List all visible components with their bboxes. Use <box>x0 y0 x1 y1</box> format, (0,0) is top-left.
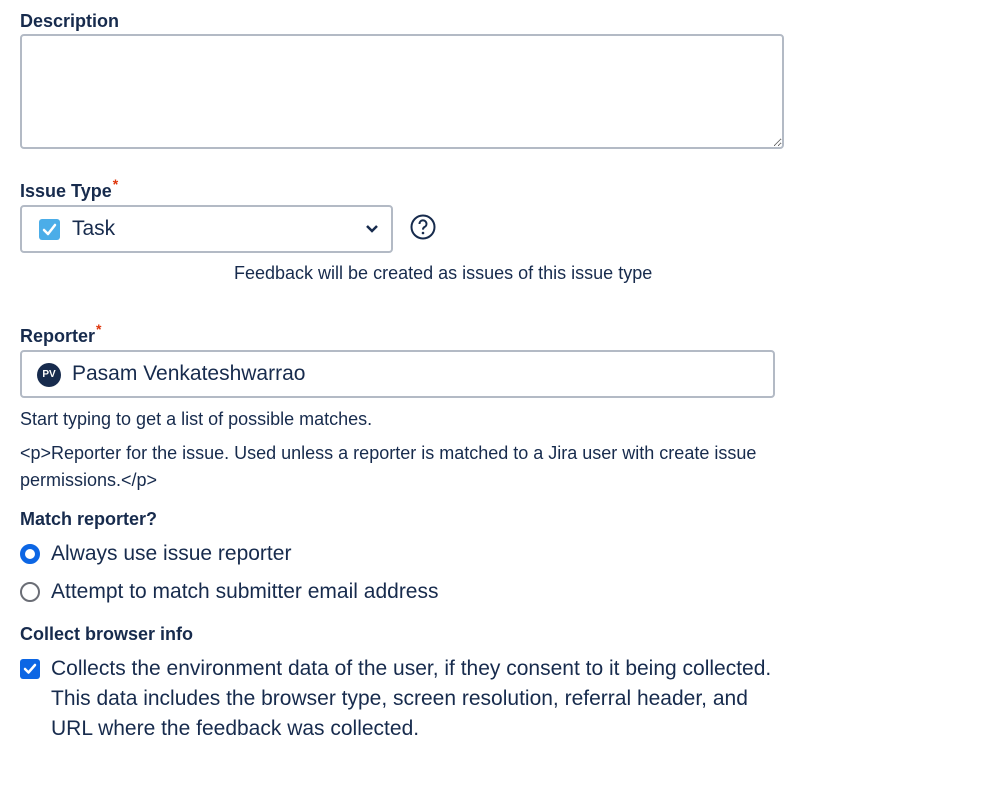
match-reporter-label: Match reporter? <box>20 509 158 529</box>
reporter-label-text: Reporter <box>20 326 96 346</box>
chevron-down-icon <box>365 222 379 241</box>
issue-type-value: Task <box>72 217 116 240</box>
required-mark: * <box>112 176 119 192</box>
browser-info-text: Collects the environment data of the user, if they consent to it being collected. This data includes the browser type, screen resolution, referral header, and URL where the feedback was collected. <box>51 657 772 740</box>
reporter-label <box>20 321 102 347</box>
radio-selected-icon[interactable] <box>20 544 40 564</box>
reporter-input[interactable] <box>20 350 775 398</box>
issue-type-label <box>20 176 119 202</box>
browser-info-checkbox[interactable] <box>20 659 40 679</box>
issue-type-label-text: Issue Type <box>20 181 112 201</box>
radio-label: Attempt to match submitter email address <box>51 580 439 603</box>
issue-type-select[interactable] <box>20 205 393 253</box>
question-circle-icon[interactable] <box>410 214 436 245</box>
required-mark: * <box>96 321 102 337</box>
issue-type-helper: Feedback will be created as issues of this issue type <box>234 263 653 283</box>
avatar: PV <box>37 363 61 387</box>
reporter-hint: Start typing to get a list of possible matches. <box>20 409 373 429</box>
radio-label: Always use issue reporter <box>51 542 292 565</box>
description-textarea[interactable] <box>20 34 784 149</box>
reporter-value: Pasam Venkateshwarrao <box>72 362 306 385</box>
task-icon <box>39 219 60 240</box>
reporter-description: <p>Reporter for the issue. Used unless a reporter is matched to a Jira user with create issue permissions.</p> <box>20 443 757 490</box>
browser-info-label: Collect browser info <box>20 624 194 644</box>
description-label: Description <box>20 11 120 31</box>
radio-unselected-icon[interactable] <box>20 582 40 602</box>
